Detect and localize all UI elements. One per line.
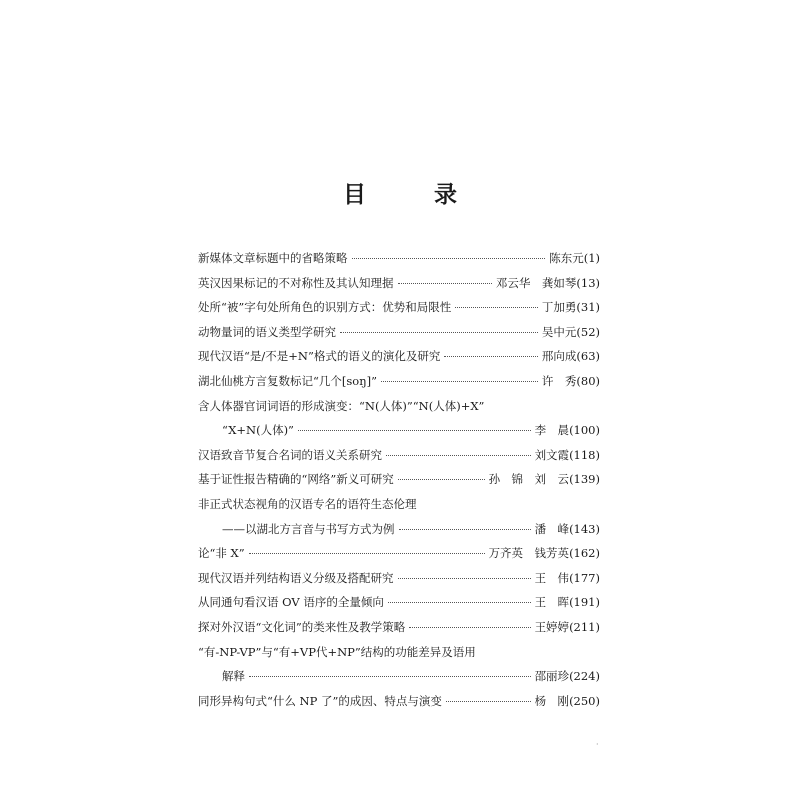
toc-entry <box>198 369 600 394</box>
page-mark: · <box>596 740 599 749</box>
dot-leader <box>340 332 538 333</box>
toc-entry <box>198 467 600 492</box>
toc-entry <box>198 443 600 468</box>
toc-entry-page: (118) <box>569 447 600 462</box>
toc-entry-title: 现代汉语“是/不是+N”格式的语义的演化及研究 <box>198 349 441 364</box>
toc-entry-page: (1) <box>583 251 600 265</box>
dot-leader <box>398 479 485 480</box>
toc-entry-page: (31) <box>576 300 600 315</box>
toc-entry-title: 同形异构句式“什么 NP 了”的成因、特点与演变 <box>198 693 442 708</box>
toc-entry-title: 非正式状态视角的汉语专名的语符生态伦理 <box>198 496 417 511</box>
toc-entry-author: 潘 峰 <box>534 521 570 536</box>
dot-leader <box>249 553 485 554</box>
toc-entry-page: (13) <box>576 275 600 290</box>
toc-entry <box>198 344 600 369</box>
dot-leader <box>409 627 530 628</box>
toc-entry <box>198 418 600 443</box>
toc-entry-page: (143) <box>569 521 600 536</box>
toc-entry-title: “有-NP-VP”与“有+VP代+NP”结构的功能差异及语用 <box>198 644 476 659</box>
toc-entry-author: 王婷婷 <box>534 619 570 634</box>
toc-entry <box>198 492 600 517</box>
toc-entry-title: “X+N(人体)” <box>222 423 294 438</box>
toc-entry <box>198 541 600 566</box>
toc-entry <box>198 615 600 640</box>
dot-leader <box>386 455 531 456</box>
toc-entry-title: 基于证性报告精确的“网络”新义可研究 <box>198 472 394 487</box>
toc-entry-title: 解释 <box>222 669 245 684</box>
toc-entry-author: 邵丽珍 <box>534 669 570 684</box>
toc-entry <box>198 320 600 345</box>
toc-entry-author: 孙 锦 刘 云 <box>488 472 570 487</box>
toc-entry-title: 现代汉语并列结构语义分级及搭配研究 <box>198 570 394 585</box>
toc-entry-page: (139) <box>569 472 600 487</box>
table-of-contents <box>198 246 600 713</box>
toc-entry-author: 丁加勇 <box>541 300 577 315</box>
toc-entry-author: 李 晨 <box>534 423 570 438</box>
toc-entry <box>198 640 600 665</box>
toc-entry-page: (162) <box>569 546 600 561</box>
toc-entry <box>198 271 600 296</box>
toc-entry-author: 王 伟 <box>534 570 570 585</box>
toc-entry-title: 动物量词的语义类型学研究 <box>198 324 336 339</box>
toc-entry-title: 湖北仙桃方言复数标记“几个[soŋ]” <box>198 373 377 388</box>
toc-entry-title: ——以湖北方言音与书写方式为例 <box>222 521 395 536</box>
page-title: 目 录 <box>342 181 487 208</box>
toc-entry-page: (80) <box>576 373 600 388</box>
toc-entry <box>198 566 600 591</box>
toc-entry-page: (250) <box>569 693 600 708</box>
dot-leader <box>398 283 492 284</box>
toc-entry-page: (100) <box>569 423 600 438</box>
toc-entry <box>198 664 600 689</box>
dot-leader <box>455 307 538 308</box>
toc-entry-page: (191) <box>569 595 600 610</box>
toc-entry-page: (52) <box>576 324 600 339</box>
toc-entry-title: 论“非 X” <box>198 546 245 561</box>
dot-leader <box>249 676 531 677</box>
dot-leader <box>388 602 531 603</box>
dot-leader <box>398 578 531 579</box>
toc-entry-title: 从同通句看汉语 OV 语序的全量倾向 <box>198 595 384 610</box>
dot-leader <box>399 529 531 530</box>
toc-entry-title: 处所“被”字句处所角色的识别方式：优势和局限性 <box>198 300 452 315</box>
toc-entry-author: 许 秀 <box>541 373 577 388</box>
toc-entry-page: (211) <box>569 619 600 634</box>
toc-entry-author: 王 晖 <box>534 595 570 610</box>
toc-entry-title: 含人体器官词词语的形成演变：“N(人体)”“N(人体)+X” <box>198 398 485 413</box>
toc-entry <box>198 689 600 714</box>
toc-entry <box>198 295 600 320</box>
toc-entry-author: 邢向成 <box>541 349 577 364</box>
toc-entry <box>198 517 600 542</box>
toc-entry-title: 英汉因果标记的不对称性及其认知理据 <box>198 275 394 290</box>
dot-leader <box>352 258 546 259</box>
dot-leader <box>298 430 531 431</box>
toc-entry-author: 杨 刚 <box>534 693 570 708</box>
toc-entry-author: 万齐英 钱芳英 <box>488 546 570 561</box>
toc-entry <box>198 590 600 615</box>
toc-entry-title: 汉语致音节复合名词的语义关系研究 <box>198 447 382 462</box>
toc-entry-author: 陈东元 <box>549 251 584 265</box>
toc-entry-page: (63) <box>576 349 600 364</box>
toc-entry-author: 刘文霞 <box>534 447 570 462</box>
toc-entry <box>198 394 600 419</box>
dot-leader <box>446 701 531 702</box>
toc-entry <box>198 246 600 271</box>
dot-leader <box>444 356 538 357</box>
toc-entry-page: (177) <box>569 570 600 585</box>
dot-leader <box>381 381 538 382</box>
toc-entry-author: 吴中元 <box>541 324 577 339</box>
toc-entry-title: 新媒体文章标题中的省略策略 <box>198 251 348 265</box>
toc-entry-author: 邓云华 龚如琴 <box>495 275 577 290</box>
toc-entry-page: (224) <box>569 669 600 684</box>
toc-entry-title: 探对外汉语“文化词”的类来性及教学策略 <box>198 619 406 634</box>
